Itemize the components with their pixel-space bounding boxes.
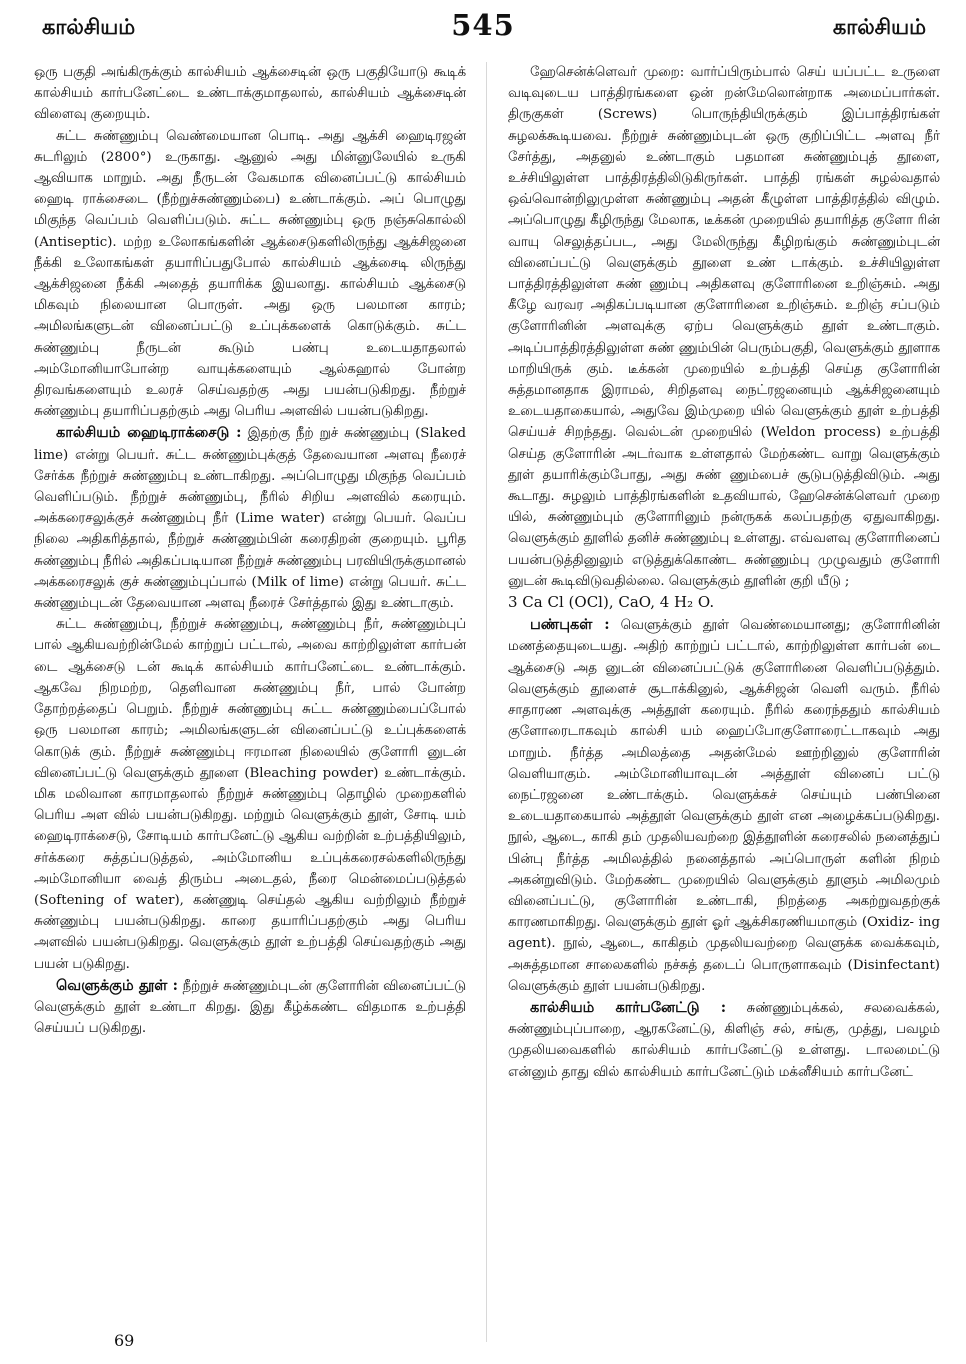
- section-heading: வெளுக்கும் தூள் :: [56, 976, 179, 994]
- paragraph: சுட்ட சுண்ணும்பு, நீற்றுச் சுண்ணும்பு, சுண்ணும்பு நீர், சுண்ணும்புப் பால் ஆகியவற்றின்மேல் காற்றுப் பட்டால், அவை காற்றிலுள்ள கார்பன் டை ஆக்சைடு டன் கூடிக் கால்சியம் கார்பனேட்டை உண்டாக்கும். ஆகவே நிறமற்ற, தெளிவான சுண்ணும்பு நீர், பால் போன்ற தோற்றத்தைப் பெறும். நீற்றுச் சுண்ணும்பு சுட்ட சுண்ணும்பைப்போல் ஒரு பலமான காரம்; அமிலங்களுடன் வினைப்பட்டு உப்புக்களைக் கொடுக் கும். நீற்றுச் சுண்ணும்பு ஈரமான நிலையில் குளோரி னுடன் வினைப்பட்டு வெளுக்கும் தூளை (Bleaching powder) உண்டாக்கும். மிக மலிவான காரமாதலால் நீற்றுச் சுண்ணும்பு தொழில் முறைகளில் பெரிய அள வில் பயன்படுகிறது. மற்றும் வெளுக்கும் தூள், சோடி யம் ஹைடிராக்சைடு, சோடியம் கார்பனேட்டு ஆகிய வற்றின் உற்பத்தியிலும், சர்க்கரை சுத்தப்படுத்தல், அம்மோனிய உப்புக்கரைசல்களிலிருந்து அம்மோனியா வைத் திரும்ப அடைதல், நீரை மென்மைப்படுத்தல் (Softening of water), கண்ணுடி செய்தல் ஆகிய வற்றிலும் நீற்றுச் சுண்ணும்பு பயன்படுகிறது. காரை தயாரிப்பதற்கும் அது பெரிய அளவில் பயன்படுகிறது. வெளுக்கும் தூள் உற்பத்தி செய்வதற்கும் அது பயன் படுகிறது.: [34, 617, 466, 972]
- paragraph-body: இதற்கு நீற் றுச் சுண்ணும்பு (Slaked lime) என்று பெயர். சுட்ட சுண்ணும்புக்குத் தேவையான அளவு நீரைச் சேர்க்க நீற்றுச் சுண்ணும்பு உண்டாகிறது. அப்பொழுது மிகுந்த வெப்பம் வெளிப்படும். நீற்றுச் சுண்ணும்பு, நீரில் சிறிய அளவில் கரையும். அக்கரைசலுக்குச் சுண்ணும்பு நீர் (Lime water) என்று பெயர். வெப்ப நிலை அதிகரித்தால், நீற்றுச் சுண்ணும்பின் கரைதிறன் குறையும். பூரித சுண்ணும்பு நீரில் அதிகப்படியான நீற்றுச் சுண்ணும்பு பரவியிருக்குமானல் அக்கரைசலுக் குச் சுண்ணும்புப்பால் (Milk of lime) என்று பெயர். சுட்ட சுண்ணும்புடன் தேவையான அளவு நீரைச் சேர்த்தால் இது உண்டாகும்.: [34, 426, 466, 612]
- paragraph-body: நீற்றுச் சுண்ணும்புடன் குளோரின் வினைப்பட்டு வெளுக்கும் தூள் உண்டா கிறது. இது கீழ்க்கண்ட விதமாக உற்பத்தி செய்யப் படுகிறது.: [34, 978, 466, 1037]
- paragraph-body: வெளுக்கும் தூள் வெண்மையானது; குளோரினின் மணத்தையுடையது. அதிற் காற்றுப் பட்டால், காற்றிலுள்ள கார்பன் டை ஆக்சைடு அத னுடன் வினைப்பட்டுக் குளோரினை வெளிப்படுத்தும். வெளுக்கும் தூளைச் சூடாக்கினுல், ஆக்சிஜன் வெளி வரும். நீரில் சாதாரண அளவுக்கு அத்தூள் கரையும். நீரில் கரைந்ததும் கால்சியம் குளோரைடாகவும் கால்சி யம் ஹைப்போகுளோரைட்டாகவும் அது மாறும். நீர்த்த அமிலத்தை அதன்மேல் ஊற்றினுல் குளோரின் வெளியாகும். அம்மோனியாவுடன் அத்தூள் வினைப் பட்டு நைட்ரஜனை உண்டாக்கும். வெளுக்கச் செய்யும் பண்பினை உடையதாகையால் அத்தூள் வெளுக்கும் தூள் என அழைக்கப்படுகிறது. நூல், ஆடை, காகி தம் முதலியவற்றை இத்தூளின் கரைசலில் நனைத்துப் பின்பு நீர்த்த அமிலத்தில் நனைத்தால் அப்பொருள் களின் நிறம் அகன்றுவிடும். மேற்கண்ட முறையில் வெளுக்கும் தூளும் அமிலமும் வினைப்பட்டு, குளோரின் உண்டாகி, நிறத்தை அகற்றுவதற்குக் காரணமாகிறது. வெளுக்கும் தூள் ஓர் ஆக்சிகரணியமாகும் (Oxidiz- ing agent). நூல், ஆடை, காகிதம் முதலியவற்றை வெளுக்க வைக்கவும், அசுத்தமான சாலைகளில் நச்சுத் தடைப் பொருளாகவும் (Disinfectant) வெளுக்கும் தூள் பயன்படுகிறது.: [508, 618, 940, 994]
- chemical-formula: 3 Ca Cl (OCl), CaO, 4 H₂ O.: [508, 593, 715, 612]
- page-number-top: 545: [451, 8, 515, 42]
- paragraph: ஹேசென்க்ளெவர் முறை: வார்ப்பிரும்பால் செய் யப்பட்ட உருளை வடிவுடைய பாத்திரங்களை ஒன் றன்மேலொன்றாக அமைப்பார்கள். திருகுகள் (Screws) பொருந்தியிருக்கும் இப்பாத்திரங்கள் சுழலக்கூடியவை. நீற்றுச் சுண்ணும்புடன் ஒரு குறிப்பிட்ட அளவு நீர் சேர்த்து, அதனுல் உண்டாகும் பதமான சுண்ணும்புத் தூளை, உச்சியிலுள்ள பாத்திரத்திலிடுகிருர்கள். பாத்தி ரங்கள் சுழல்வதால் ஒவ்வொன்றிலுமுள்ள சுண்ணும்பு அதன் கீழுள்ள பாத்திரத்தில் விழும். அப்பொழுது கீழிருந்து மேலாக, டீக்கன் முறையில் தயாரித்த குளோ ரின் வாயு செலுத்தப்பட, அது மேலிருந்து கீழிறங்கும் சுண்ணும்புடன் வினைப்பட்டு வெளுக்கும் தூளை உண் டாக்கும். உச்சியிலுள்ள பாத்திரத்திலுள்ள சுண் ணும்பு அதிகளவு குளோரினை உறிஞ்சும். அது கீழே வரவர அதிகப்படியான குளோரினை உறிஞ்சும். உறிஞ் சப்படும் குளோரினின் அளவுக்கு ஏற்ப வெளுக்கும் தூள் உண்டாகும். அடிப்பாத்திரத்திலுள்ள சுண் ணும்பின் பெரும்பகுதி, வெளுக்கும் தூளாக மாறியிருக் கும். டீக்கன் முறையில் உற்பத்தி செய்த குளோரின் சுத்தமானதாக இராமல், சிறிதளவு நைட்ரஜனையும் ஆக்சிஜனையும் உடையதாகையால், அதுவே இம்முறை யில் வெளுக்கும் தூள் உற்பத்தி செய்யச் சிறந்தது. வெல்டன் முறையில் (Weldon process) உற்பத்தி செய்த குளோரின் அடர்வாக உள்ளதால் மேற்கண்ட வாறு வெளுக்கும் தூள் தயாரிக்கும்போது, அது சுண் ணும்பைச் சூடுபடுத்திவிடும். அது கூடாது. சுழலும் பாத்திரங்களின் உதவியால், ஹேசென்க்ளெவர் முறை யில், சுண்ணும்பும் குளோரினும் நன்ருகக் கலப்பதற்கு ஏதுவாகிறது. வெளுக்கும் தூளில் தனிச் சுண்ணும்பு உள்ளது. எவ்வளவு குளோரினைப் பயன்படுத்தினுலும் எடுத்துக்கொண்ட சுண்ணும்பு முழுவதும் குளோரி னுடன் கூடிவிடுவதில்லை. வெளுக்கும் தூளின் குறி யீடு ;: [508, 65, 940, 589]
- section-heading: கால்சியம் ஹைடிராக்சைடு :: [56, 424, 242, 442]
- running-head: [0, 8, 966, 48]
- section-heading: கால்சியம் கார்பனேட்டு :: [530, 998, 727, 1016]
- running-head-right: கால்சியம்: [832, 14, 926, 39]
- paragraph-with-heading: [34, 422, 466, 614]
- paragraph-body: சுண்ணும்புக்கல், சலவைக்கல், சுண்ணும்புப்பாறை, ஆரகனேட்டு, கிளிஞ் சல், சங்கு, முத்து, பவழம் முதலியவைகளில் கால்சியம் கார்பனேட்டு உள்ளது. டாலமைட்டு என்னும் தாது வில் கால்சியம் கார்பனேட்டும் மக்னீசியம் கார்பனேட்: [508, 1000, 940, 1080]
- paragraph: ஒரு பகுதி அங்கிருக்கும் கால்சியம் ஆக்சைடின் ஒரு பகுதியோடு கூடிக் கால்சியம் கார்பனேட்டை உண்டாக்குமாதலால், கால்சியம் ஆக்சைடின் விளைவு குறையும்.: [34, 65, 466, 123]
- column-divider: [486, 62, 487, 1342]
- paragraph-with-heading: [34, 975, 466, 1040]
- paragraph-with-heading: [508, 997, 940, 1083]
- section-heading: பண்புகள் :: [530, 616, 610, 634]
- left-column: [34, 62, 466, 1352]
- running-head-left: கால்சியம்: [42, 14, 136, 39]
- paragraph: சுட்ட சுண்ணும்பு வெண்மையான பொடி. அது ஆக்சி ஹைடிரஜன் சுடரிலும் (2800°) உருகாது. ஆனுல் அது மின்னுலேயில் உருகி ஆவியாக மாறும். அது நீருடன் வேகமாக வினைப்பட்டு கால்சியம் ஹைடி ராக்சைடை (நீற்றுச்சுண்ணும்பை) உண்டாக்கும். அப் பொழுது மிகுந்த வெப்பம் வெளிப்படும். சுட்ட சுண்ணும்பு ஒரு நஞ்சுகொல்லி (Antiseptic). மற்ற உலோகங்களின் ஆக்சைடுகளிலிருந்து ஆக்சிஜனை நீக்கி உலோகங்கள் தயாரிப்பதுபோல் கால்சியம் ஆக்சைடி லிருந்து ஆக்சிஜனை நீக்கி அதைத் தயாரிக்க இயலாது. கால்சியம் ஆக்சைடு மிகவும் நிலையான பொருள். அது ஒரு பலமான காரம்; அமிலங்களுடன் வினைப்பட்டு உப்புக்களைக் கொடுக்கும். சுட்ட சுண்ணும்பு நீருடன் கூடும் பண்பு உடையதாதலால் அம்மோனியாபோன்ற வாயுக்களையும் ஆல்கஹால் போன்ற திரவங்களையும் உலரச் செய்வதற்கு அது பயன்படுகிறது. நீற்றுச் சுண்ணும்பு தயாரிப்பதற்கும் அது பெரிய அளவில் பயன்படுகிறது.: [34, 128, 466, 420]
- right-column: [508, 62, 940, 1352]
- formula-line: [508, 592, 940, 614]
- paragraph-with-heading: [508, 614, 940, 997]
- page-number-bottom: 69: [114, 1331, 135, 1350]
